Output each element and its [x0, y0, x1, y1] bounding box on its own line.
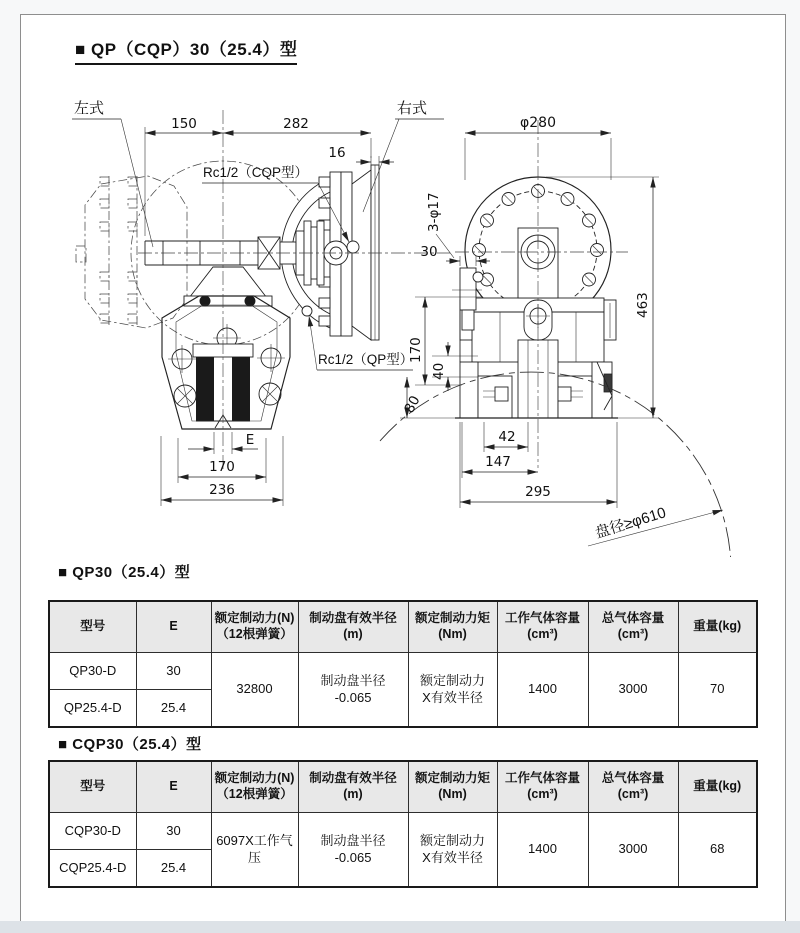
page-bottom-strip	[0, 921, 800, 933]
dim-463: 463	[635, 292, 651, 318]
label-left-type: 左式	[74, 100, 105, 117]
cell-weight: 70	[678, 653, 757, 728]
col-header-work-vol: 工作气体容量 (cm³)	[497, 761, 588, 813]
col-header-force: 额定制动力(N) （12根弹簧）	[211, 601, 298, 653]
col-header-weight: 重量(kg)	[678, 761, 757, 813]
cell-model: CQP30-D	[49, 813, 136, 850]
col-header-weight: 重量(kg)	[678, 601, 757, 653]
cell-force: 32800	[211, 653, 298, 728]
table-row	[49, 653, 757, 690]
col-header-work-vol: 工作气体容量 (cm³)	[497, 601, 588, 653]
left-view-caliper	[162, 267, 290, 429]
dim-80: 80	[401, 393, 424, 416]
cell-radius: 制动盘半径 -0.065	[298, 653, 408, 728]
col-header-model: 型号	[49, 601, 136, 653]
dim-295: 295	[525, 484, 551, 500]
col-header-total-vol: 总气体容量 (cm³)	[588, 601, 678, 653]
cell-weight: 68	[678, 813, 757, 888]
cell-total-vol: 3000	[588, 653, 678, 728]
table2-title: ■ CQP30（25.4）型	[58, 736, 202, 753]
dim-3-phi17: 3-φ17	[426, 192, 442, 232]
dim-170-left: 170	[209, 459, 235, 475]
dim-phi280: φ280	[520, 115, 556, 131]
cell-radius: 制动盘半径 -0.065	[298, 813, 408, 888]
dim-236: 236	[209, 482, 235, 498]
qp-port	[302, 306, 312, 316]
table1-title: ■ QP30（25.4）型	[58, 564, 191, 581]
cell-total-vol: 3000	[588, 813, 678, 888]
dim-147: 147	[485, 454, 511, 470]
dim-E: E	[245, 432, 255, 448]
cell-e: 30	[136, 813, 211, 850]
cell-force: 6097X工作气压	[211, 813, 298, 888]
cell-e: 30	[136, 653, 211, 690]
cell-model: QP30-D	[49, 653, 136, 690]
catalog-page	[20, 14, 786, 922]
cell-torque: 额定制动力 X有效半径	[408, 813, 497, 888]
left-view-labels	[72, 100, 444, 370]
cell-work-vol: 1400	[497, 653, 588, 728]
label-rc-qp: Rc1/2（QP型）	[318, 352, 414, 367]
dim-30: 30	[420, 244, 438, 260]
cqp-port	[347, 241, 359, 253]
col-header-e: E	[136, 761, 211, 813]
col-header-torque: 额定制动力矩 (Nm)	[408, 761, 497, 813]
cell-work-vol: 1400	[497, 813, 588, 888]
label-right-type: 右式	[397, 100, 428, 117]
dim-282: 282	[283, 116, 309, 132]
dim-150: 150	[171, 116, 197, 132]
table-row	[49, 813, 757, 850]
dim-42: 42	[498, 429, 516, 445]
dim-40: 40	[431, 362, 447, 380]
cqp-spec-table	[48, 760, 758, 888]
col-header-e: E	[136, 601, 211, 653]
dim-170-right: 170	[408, 337, 424, 363]
cell-model: CQP25.4-D	[49, 850, 136, 888]
table-header-row	[49, 761, 757, 813]
qp-spec-table	[48, 600, 758, 728]
col-header-force: 额定制动力(N) （12根弹簧）	[211, 761, 298, 813]
col-header-radius: 制动盘有效半径 (m)	[298, 601, 408, 653]
page-title: ■ QP（CQP）30（25.4）型	[75, 35, 297, 65]
col-header-model: 型号	[49, 761, 136, 813]
dim-16: 16	[328, 145, 346, 161]
col-header-torque: 额定制动力矩 (Nm)	[408, 601, 497, 653]
label-disc-note: 盘径≥φ610	[593, 504, 668, 542]
table-header-row	[49, 601, 757, 653]
col-header-radius: 制动盘有效半径 (m)	[298, 761, 408, 813]
cell-e: 25.4	[136, 690, 211, 728]
cell-torque: 额定制动力 X有效半径	[408, 653, 497, 728]
label-rc-cqp: Rc1/2（CQP型）	[203, 165, 309, 180]
cell-e: 25.4	[136, 850, 211, 888]
technical-drawing	[21, 70, 787, 557]
cell-model: QP25.4-D	[49, 690, 136, 728]
col-header-total-vol: 总气体容量 (cm³)	[588, 761, 678, 813]
